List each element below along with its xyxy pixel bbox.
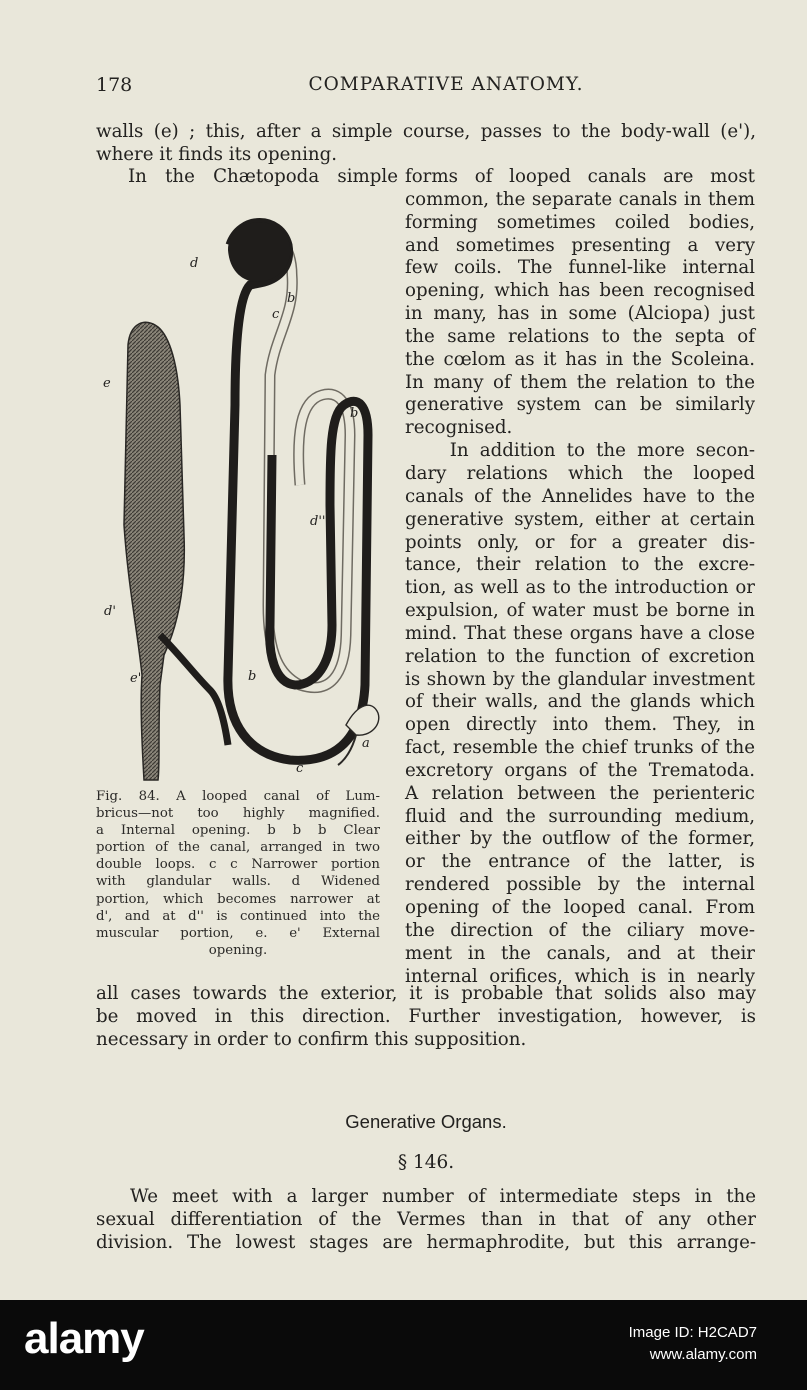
- running-title: COMPARATIVE ANATOMY.: [308, 74, 584, 95]
- stock-watermark-bar: [0, 1300, 807, 1390]
- intro-paragraph: [96, 121, 756, 167]
- text-line: generative system can be similarly: [405, 394, 755, 416]
- text-line: points only, or for a greater dis-: [405, 531, 755, 553]
- text-line: In the Chætopoda simple: [128, 166, 398, 187]
- text-line: where it finds its opening.: [96, 143, 338, 165]
- text-line: dary relations which the looped: [405, 462, 755, 484]
- text-line: the direction of the ciliary move-: [405, 919, 755, 941]
- text-line: recognised.: [405, 417, 513, 439]
- text-line: few coils. The funnel-like internal: [405, 257, 755, 279]
- image-id: Image ID: H2CAD7: [628, 1324, 757, 1341]
- page-number: 178: [96, 74, 133, 96]
- text-line: expulsion, of water must be borne in: [405, 600, 755, 622]
- duct-to-opening: [160, 635, 228, 745]
- text-line: mind. That these organs have a close: [405, 622, 755, 644]
- text-line: generative system, either at certain: [405, 508, 755, 530]
- text-line: is shown by the glandular investment: [405, 668, 755, 690]
- text-line: walls (e) ; this, after a simple course, passes to the body-wall (e'),: [96, 121, 756, 142]
- text-line: all cases towards the exterior, it is probable that solids also may: [96, 983, 756, 1004]
- figure-looped-canal: [100, 205, 390, 790]
- caption-line: d', and at d'' is continued into the: [96, 908, 380, 924]
- text-line: excretory organs of the Trematoda.: [405, 759, 755, 781]
- text-line: In many of them the relation to the: [405, 371, 755, 393]
- text-line: be moved in this direction. Further investigation, however, is: [96, 1005, 756, 1027]
- caption-line: portion of the canal, arranged in two: [96, 840, 380, 856]
- internal-opening-funnel: [346, 705, 379, 735]
- caption-line: opening.: [208, 942, 268, 958]
- text-line: opening of the looped canal. From: [405, 897, 755, 918]
- continuation-paragraph: [96, 983, 756, 1052]
- text-line: relation to the function of excretion: [405, 645, 755, 667]
- text-line: fact, resemble the chief trunks of the: [405, 737, 755, 759]
- text-line: sexual differentiation of the Vermes than in that of any other: [96, 1208, 756, 1230]
- text-line: internal orifices, which is in nearly: [405, 965, 755, 987]
- caption-line: with glandular walls. d Widened: [96, 874, 380, 890]
- figure-label-d-prime: d': [104, 604, 116, 619]
- figure-label-d: d: [190, 256, 199, 271]
- text-line: common, the separate canals in them: [405, 188, 755, 210]
- figure-label-c: c: [296, 761, 304, 776]
- caption-line: portion, which becomes narrower at: [96, 891, 380, 907]
- figure-label-b: b: [248, 669, 257, 684]
- text-line: opening, which has been recognised: [405, 280, 755, 302]
- caption-line: double loops. c c Narrower portion: [96, 857, 380, 873]
- figure-label-e: e: [103, 376, 111, 391]
- figure-label-d-double-prime: d'': [310, 514, 326, 529]
- text-line: fluid and the surrounding medium,: [405, 805, 755, 827]
- figure-caption: [96, 788, 380, 959]
- text-line: the same relations to the septa of: [405, 325, 755, 347]
- site-url: www.alamy.com: [649, 1346, 757, 1363]
- text-line: canals of the Annelides have to the: [405, 485, 755, 507]
- text-line: We meet with a larger number of intermediate steps in the: [130, 1186, 756, 1207]
- text-line: In addition to the more secon-: [405, 440, 755, 462]
- figure-label-c: c: [272, 307, 280, 322]
- text-line: tion, as well as to the introduction or: [405, 577, 755, 599]
- text-line: either by the outflow of the former,: [405, 828, 755, 850]
- text-line: division. The lowest stages are hermaphrodite, but this arrange-: [96, 1231, 756, 1253]
- figure-label-b: b: [350, 406, 359, 421]
- text-line: the cœlom as it has in the Scoleina.: [405, 348, 755, 370]
- caption-line: a Internal opening. b b b Clear: [96, 823, 380, 839]
- text-line: or the entrance of the latter, is: [405, 851, 755, 873]
- alamy-logo: alamy: [24, 1314, 144, 1363]
- text-line: A relation between the perienteric: [405, 782, 755, 804]
- section-title: Generative Organs.: [345, 1111, 507, 1132]
- text-line: of their walls, and the glands which: [405, 691, 755, 713]
- section-paragraph: [96, 1186, 756, 1255]
- muscular-portion: [124, 322, 184, 780]
- right-column-text: [405, 166, 755, 988]
- figure-label-a: a: [362, 736, 370, 751]
- text-line: ment in the canals, and at their: [405, 942, 755, 964]
- caption-line: Fig. 84. A looped canal of Lum-: [96, 789, 380, 804]
- text-line: and sometimes presenting a very: [405, 234, 755, 256]
- text-line: necessary in order to confirm this supposition.: [96, 1028, 527, 1050]
- text-line: forms of looped canals are most: [405, 166, 755, 187]
- caption-line: muscular portion, e. e' External: [96, 925, 380, 941]
- stock-info: [629, 1322, 757, 1366]
- caption-line: bricus—not too highly magnified.: [96, 806, 380, 822]
- text-line: tance, their relation to the excre-: [405, 554, 755, 576]
- text-line: forming sometimes coiled bodies,: [405, 211, 755, 233]
- text-line: in many, has in some (Alciopa) just: [405, 303, 755, 325]
- figure-label-e-prime: e': [130, 671, 142, 686]
- text-line: rendered possible by the internal: [405, 874, 755, 896]
- figure-label-b: b: [287, 291, 296, 306]
- page-header: [96, 74, 756, 104]
- paragraph-start: [128, 166, 398, 189]
- text-line: open directly into them. They, in: [405, 714, 755, 736]
- section-number: § 146.: [397, 1152, 455, 1173]
